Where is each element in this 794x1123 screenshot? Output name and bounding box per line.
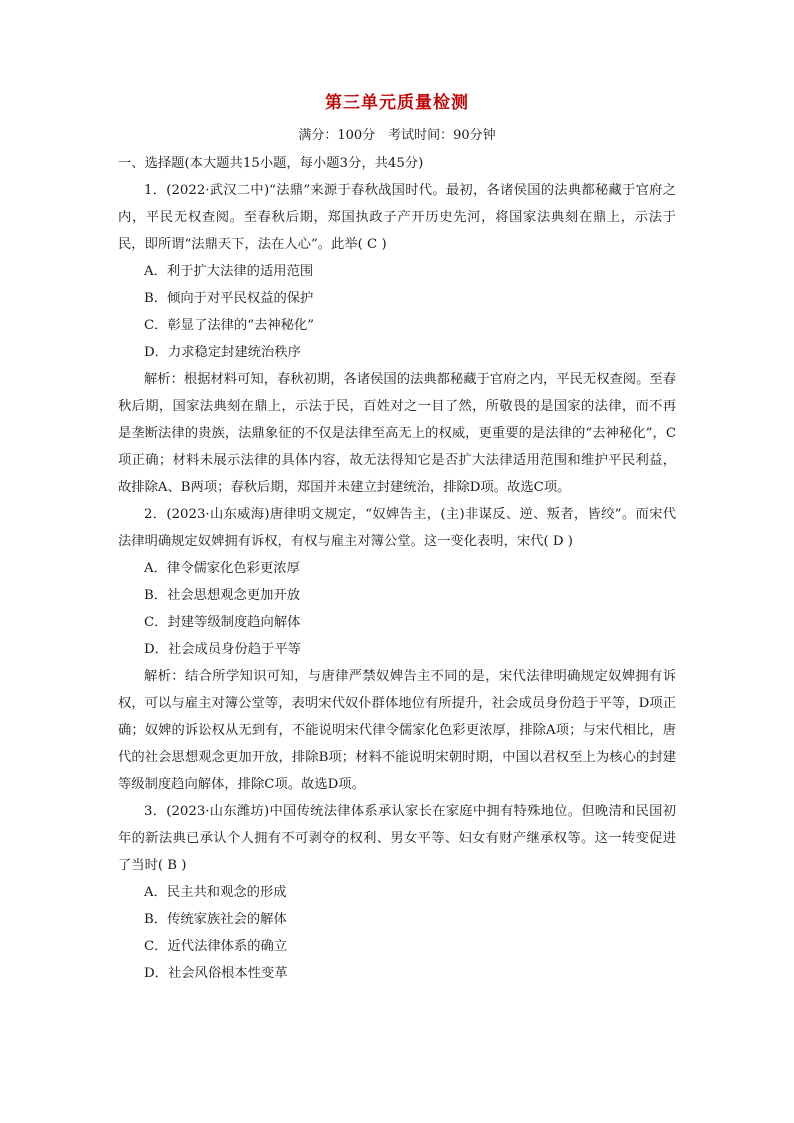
option-d: D．社会风俗根本性变革	[144, 966, 288, 981]
question-3	[118, 798, 676, 987]
question-1	[118, 177, 676, 501]
option-b: B．传统家族社会的解体	[144, 912, 287, 927]
option-c: C．彰显了法律的“去神秘化”	[144, 318, 315, 333]
option-d: D．力求稳定封建统治秩序	[144, 345, 301, 360]
exam-meta: 满分：100分 考试时间：90分钟	[298, 128, 496, 143]
question-stem: 3．(2023·山东潍坊)中国传统法律体系承认家长在家庭中拥有特殊地位。但晚清和民国初年的新法典已承认个人拥有不可剥夺的权利、男女平等、妇女有财产继承权等。这一转变促进了当时( B )	[118, 804, 676, 873]
question-analysis: 解析：根据材料可知，春秋初期，各诸侯国的法典都秘藏于官府之内，平民无权查阅。至春秋后期，国家法典刻在鼎上，示法于民，百姓对之一目了然，所敬畏的是国家的法律，而不再是垄断法律的贵族，法鼎象征的不仅是法律至高无上的权威，更重要的是法律的“去神秘化”，C项正确；材料未展示法律的具体内容，故无法得知它是否扩大法律适用范围和维护平民利益，故排除A、B两项；春秋后期，郑国并未建立封建统治，排除D项。故选C项。	[118, 372, 676, 495]
option-d: D．社会成员身份趋于平等	[144, 642, 301, 657]
option-b: B．社会思想观念更加开放	[144, 588, 301, 603]
question-2	[118, 501, 676, 798]
question-stem: 2．(2023·山东威海)唐律明文规定，“奴婢告主，(主)非谋反、逆、叛者，皆绞”。而宋代法律明确规定奴婢拥有诉权，有权与雇主对簿公堂。这一变化表明，宋代( D )	[118, 507, 676, 549]
option-a: A．律令儒家化色彩更浓厚	[144, 561, 300, 576]
section-heading: 一、选择题(本大题共15小题，每小题3分，共45分)	[118, 156, 424, 171]
question-stem: 1．(2022·武汉二中)“法鼎”来源于春秋战国时代。最初，各诸侯国的法典都秘藏于官府之内，平民无权查阅。至春秋后期，郑国执政子产开历史先河，将国家法典刻在鼎上，示法于民，即所谓“法鼎天下，法在人心”。此举( C )	[118, 183, 676, 252]
document-page	[118, 92, 676, 987]
option-a: A．民主共和观念的形成	[144, 885, 287, 900]
option-c: C．近代法律体系的确立	[144, 939, 288, 954]
question-analysis: 解析：结合所学知识可知，与唐律严禁奴婢告主不同的是，宋代法律明确规定奴婢拥有诉权，可以与雇主对簿公堂等，表明宋代奴仆群体地位有所提升，社会成员身份趋于平等，D项正确；奴婢的诉讼权从无到有，不能说明宋代律令儒家化色彩更浓厚，排除A项；与宋代相比，唐代的社会思想观念更加开放，排除B项；材料不能说明宋朝时期，中国以君权至上为核心的封建等级制度趋向解体，排除C项。故选D项。	[118, 669, 676, 792]
page-title: 第三单元质量检测	[325, 93, 469, 113]
option-a: A．利于扩大法律的适用范围	[144, 264, 314, 279]
option-b: B．倾向于对平民权益的保护	[144, 291, 314, 306]
option-c: C．封建等级制度趋向解体	[144, 615, 301, 630]
